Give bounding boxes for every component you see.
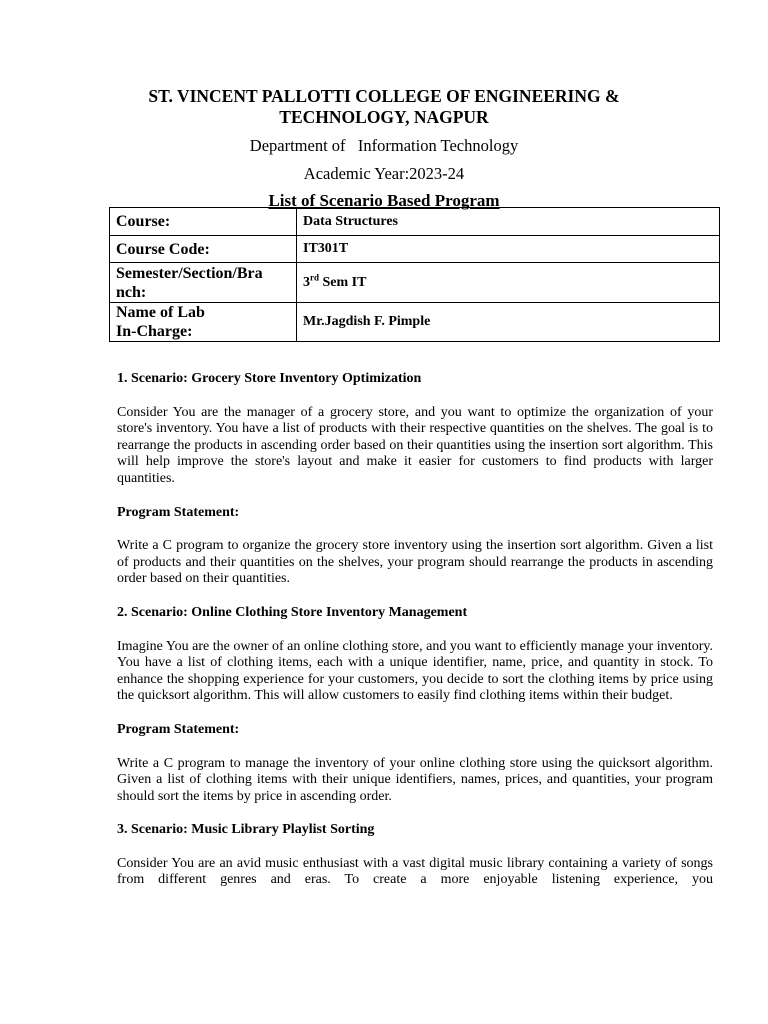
course-value: Data Structures bbox=[297, 208, 720, 236]
scenario-2 bbox=[117, 605, 713, 805]
semester-number: 3 bbox=[303, 274, 310, 290]
scenario-description: Imagine You are the owner of an online clothing store, and you want to efficiently manage your inventory. You have a list of clothing items, each with a unique identifier, name, price, and quantity in stock. To enhance the shopping experience for your customers, you decide to sort the clothing items by price using the quicksort algorithm. This will allow customers to easily find clothing items within their budget. bbox=[117, 638, 713, 704]
course-code-row bbox=[110, 236, 720, 263]
semester-value bbox=[297, 263, 720, 303]
semester-ordinal: rd bbox=[310, 271, 319, 282]
course-label: Course: bbox=[110, 208, 297, 236]
program-statement: Write a C program to manage the inventory of your online clothing store using the quicksort algorithm. Given a list of clothing items with their unique identifiers, names, prices, and quantities, your program should sort the items by price in ascending order. bbox=[117, 755, 713, 804]
course-row bbox=[110, 208, 720, 236]
program-statement-heading: Program Statement: bbox=[117, 721, 240, 737]
department-name: Department of Information Technology bbox=[249, 136, 519, 155]
program-statement: Write a C program to organize the grocery store inventory using the insertion sort algorithm. Given a list of products and their quantities on the shelves, your program should rearrange the products in ascending order based on their quantities. bbox=[117, 538, 713, 587]
scenario-heading: 1. Scenario: Grocery Store Inventory Optimization bbox=[117, 371, 422, 386]
semester-label bbox=[110, 263, 297, 303]
course-info-table bbox=[109, 207, 720, 342]
incharge-row bbox=[110, 303, 720, 342]
incharge-label-line1: Name of Lab bbox=[116, 304, 205, 321]
incharge-label bbox=[110, 303, 297, 342]
scenario-description: Consider You are the manager of a grocery store, and you want to optimize the organization of your store's inventory. You have a list of products with their respective quantities on the shelves. The goal is to rearrange the products in ascending order based on their quantities using the insertion sort algorithm. This will help improve the store's layout and make it easier for customers to find products with larger quantities. bbox=[117, 404, 713, 486]
incharge-value: Mr.Jagdish F. Pimple bbox=[297, 303, 720, 342]
scenario-3 bbox=[117, 822, 713, 889]
program-statement-heading: Program Statement: bbox=[117, 504, 240, 520]
scenario-heading: 2. Scenario: Online Clothing Store Inventory Management bbox=[117, 604, 468, 620]
college-name-line2: TECHNOLOGY, NAGPUR bbox=[279, 107, 489, 127]
course-code-value: IT301T bbox=[297, 236, 720, 263]
scenario-content bbox=[117, 371, 713, 906]
document-header bbox=[0, 86, 768, 211]
course-code-label: Course Code: bbox=[110, 236, 297, 263]
list-title: List of Scenario Based Program bbox=[268, 191, 500, 210]
scenario-1 bbox=[117, 371, 713, 588]
college-name bbox=[0, 86, 768, 128]
semester-label-line2: nch: bbox=[116, 283, 147, 301]
academic-year: Academic Year:2023-24 bbox=[303, 164, 465, 183]
college-name-line1: ST. VINCENT PALLOTTI COLLEGE OF ENGINEERING & bbox=[148, 86, 620, 106]
scenario-description: Consider You are an avid music enthusiast with a vast digital music library containing a variety of songs from different genres and eras. To create a more enjoyable listening experience, you bbox=[117, 855, 713, 888]
semester-rest: Sem IT bbox=[319, 274, 367, 290]
semester-row bbox=[110, 263, 720, 303]
incharge-label-line2: In-Charge: bbox=[116, 323, 193, 340]
scenario-heading: 3. Scenario: Music Library Playlist Sorting bbox=[117, 822, 375, 838]
semester-label-line1: Semester/Section/Bra bbox=[116, 264, 263, 282]
